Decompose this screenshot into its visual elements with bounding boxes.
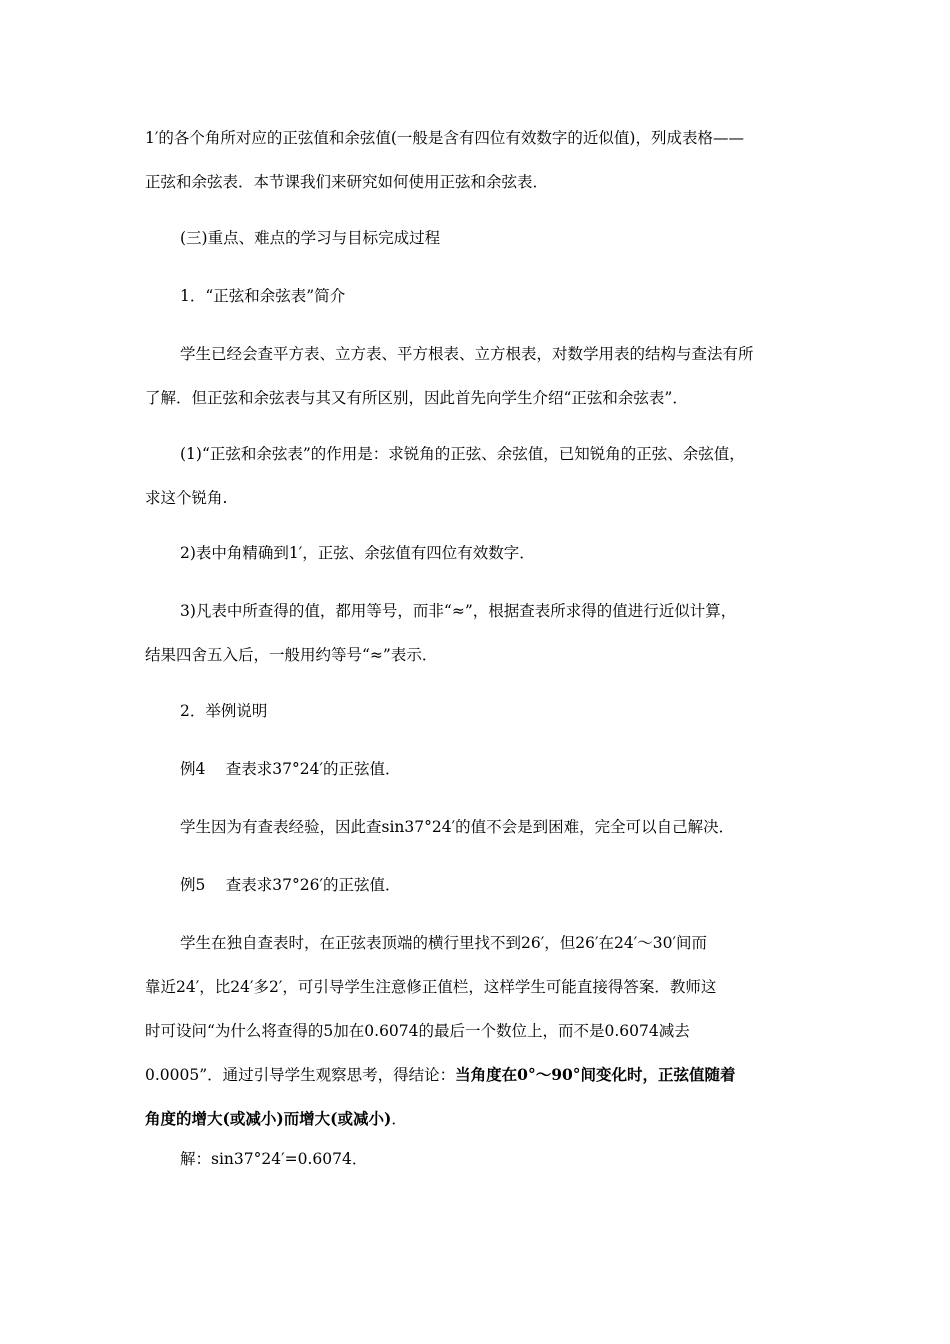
text-line: 1′的各个角所对应的正弦值和余弦值(一般是含有四位有效数字的近似值)，列成表格—— — [145, 129, 744, 147]
text-line: 求这个锐角. — [145, 489, 228, 507]
text-run: ． — [391, 1110, 407, 1128]
text-line: 2)表中角精确到1′，正弦、余弦值有四位有效数字． — [180, 544, 535, 562]
text-line: 正弦和余弦表．本节课我们来研究如何使用正弦和余弦表． — [145, 173, 549, 191]
text-line: 靠近24′，比24′多2′，可引导学生注意修正值栏，这样学生可能直接得答案．教师这 — [145, 978, 717, 996]
paragraph-intro — [145, 116, 810, 204]
paragraph-example-4-note — [145, 805, 810, 849]
text-line: 学生已经会查平方表、立方表、平方根表、立方根表，对数学用表的结构与查法有所 — [180, 345, 754, 363]
text-line — [145, 1097, 810, 1141]
text-line: 2．举例说明 — [180, 702, 268, 720]
subsection-heading — [145, 274, 810, 318]
text-line: 学生因为有查表经验，因此查sin37°24′的值不会是到困难，完全可以自己解决． — [180, 818, 735, 836]
text-line: 结果四舍五入后，一般用约等号“≈”表示． — [145, 646, 438, 664]
conclusion-text: 当角度在0°～90°间变化时，正弦值随着 — [455, 1065, 736, 1084]
text-line: 了解．但正弦和余弦表与其又有所区别，因此首先向学生介绍“正弦和余弦表”． — [145, 389, 688, 407]
text-line: 3)凡表中所查得的值，都用等号，而非“≈”，根据查表所求得的值进行近似计算， — [180, 602, 737, 620]
example-5 — [145, 863, 810, 907]
text-line: (1)“正弦和余弦表”的作用是：求锐角的正弦、余弦值，已知锐角的正弦、余弦值， — [180, 445, 745, 463]
text-line: 例4 查表求37°24′的正弦值． — [180, 760, 401, 778]
subsection-heading-examples — [145, 689, 810, 733]
section-heading — [145, 216, 810, 260]
text-line: 例5 查表求37°26′的正弦值． — [180, 876, 401, 894]
text-line: 时可设问“为什么将查得的5加在0.6074的最后一个数位上，而不是0.6074减去 — [145, 1022, 690, 1040]
paragraph-precision — [145, 531, 810, 575]
conclusion-text: 角度的增大(或减小)而增大(或减小) — [145, 1109, 392, 1128]
paragraph-table-intro — [145, 332, 810, 420]
text-line: 1．“正弦和余弦表”简介 — [180, 287, 346, 305]
text-line: (三)重点、难点的学习与目标完成过程 — [180, 229, 441, 247]
paragraph-table-purpose — [145, 432, 810, 520]
text-run: 0.0005”．通过引导学生观察思考，得结论： — [145, 1066, 456, 1084]
text-line — [145, 1053, 810, 1097]
text-line: 学生在独自查表时，在正弦表顶端的横行里找不到26′，但26′在24′～30′间而 — [180, 934, 707, 952]
paragraph-example-5-discussion — [145, 921, 810, 1141]
paragraph-equal-sign — [145, 589, 810, 677]
solution-line — [145, 1137, 810, 1181]
example-4 — [145, 747, 810, 791]
text-line: 解：sin37°24′=0.6074． — [180, 1150, 368, 1168]
